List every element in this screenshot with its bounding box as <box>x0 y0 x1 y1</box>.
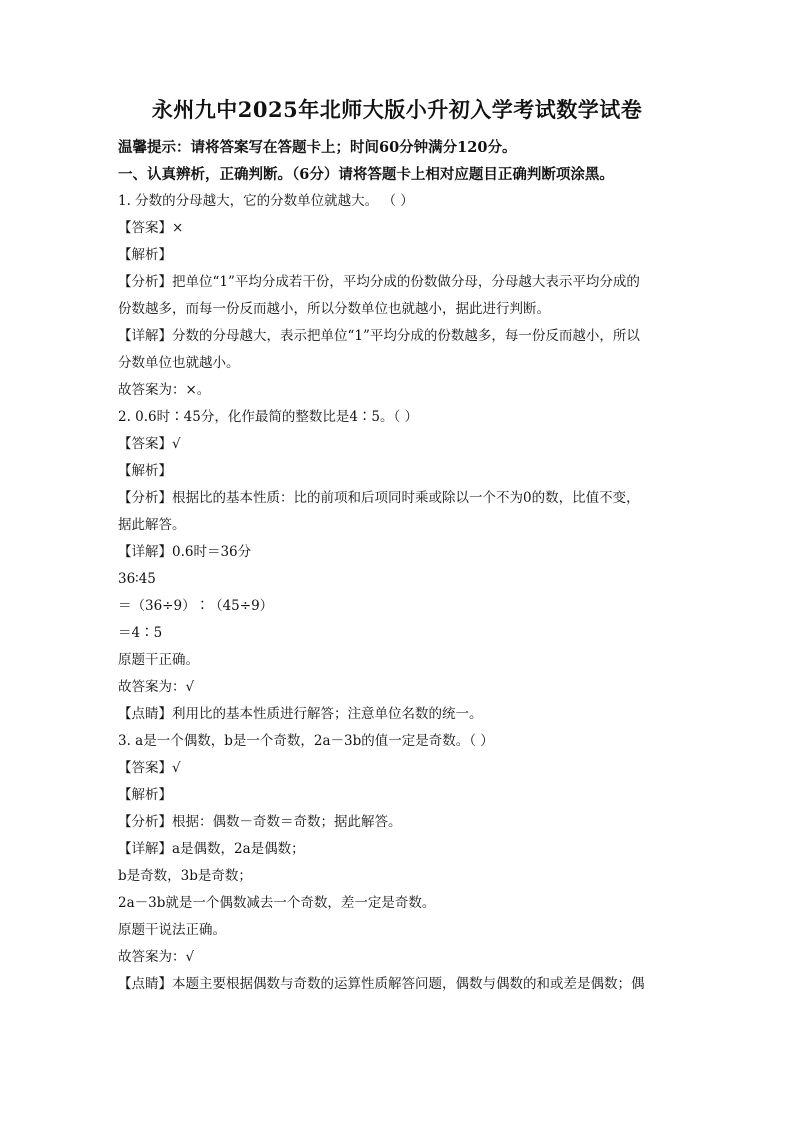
text-line: 2a－3b就是一个偶数减去一个奇数，差一定是奇数。 <box>118 895 436 911</box>
text-line: 【详解】a是偶数，2a是偶数； <box>118 841 305 857</box>
text-line: 据此解答。 <box>118 517 186 533</box>
text-line: 【分析】根据比的基本性质：比的前项和后项同时乘或除以一个不为0的数，比值不变， <box>118 490 640 506</box>
text-line: 【解析】 <box>118 463 172 479</box>
text-line: 故答案为：×。 <box>118 382 211 398</box>
text-line: 原题干正确。 <box>118 652 199 668</box>
text-line: 36∶45 <box>118 571 156 587</box>
document-body <box>118 134 678 998</box>
text-line: 【分析】根据：偶数－奇数＝奇数；据此解答。 <box>118 814 402 830</box>
text-line: ＝（36÷9）∶（45÷9） <box>118 598 274 614</box>
text-line: 3. a是一个偶数，b是一个奇数，2a－3b的值一定是奇数。（ ） <box>118 733 494 749</box>
text-line: 【答案】√ <box>118 436 181 452</box>
text-line: 【点睛】利用比的基本性质进行解答；注意单位名数的统一。 <box>118 706 483 722</box>
text-line: b是奇数，3b是奇数； <box>118 868 252 884</box>
text-line: 【点睛】本题主要根据偶数与奇数的运算性质解答问题，偶数与偶数的和或差是偶数；偶 <box>118 976 645 992</box>
text-line: ＝4∶5 <box>118 625 163 641</box>
text-line: 故答案为：√ <box>118 949 195 965</box>
text-line: 【详解】分数的分母越大，表示把单位“1”平均分成的份数越多，每一份反而越小，所以 <box>118 328 640 344</box>
text-line: 2. 0.6时∶45分，化作最简的整数比是4∶5。（ ） <box>118 409 419 425</box>
page-title: 永州九中2025年北师大版小升初入学考试数学试卷 <box>151 97 643 122</box>
text-line: 原题干说法正确。 <box>118 922 226 938</box>
text-line: 1. 分数的分母越大，它的分数单位就越大。 （ ） <box>118 193 414 209</box>
section-heading: 温馨提示：请将答案写在答题卡上；时间60分钟满分120分。 <box>118 139 517 156</box>
text-line: 【解析】 <box>118 247 172 263</box>
text-line: 【答案】√ <box>118 760 181 776</box>
text-line: 故答案为：√ <box>118 679 195 695</box>
text-line: 份数越多，而每一份反而越小，所以分数单位也就越小，据此进行判断。 <box>118 301 550 317</box>
section-heading: 一、认真辨析，正确判断。（6分）请将答题卡上相对应题目正确判断项涂黑。 <box>118 166 614 183</box>
text-line: 【分析】把单位“1”平均分成若干份，平均分成的份数做分母，分母越大表示平均分成的 <box>118 274 640 290</box>
text-line: 【解析】 <box>118 787 172 803</box>
text-line: 【答案】× <box>118 220 184 236</box>
text-line: 【详解】0.6时＝36分 <box>118 544 252 560</box>
text-line: 分数单位也就越小。 <box>118 355 240 371</box>
